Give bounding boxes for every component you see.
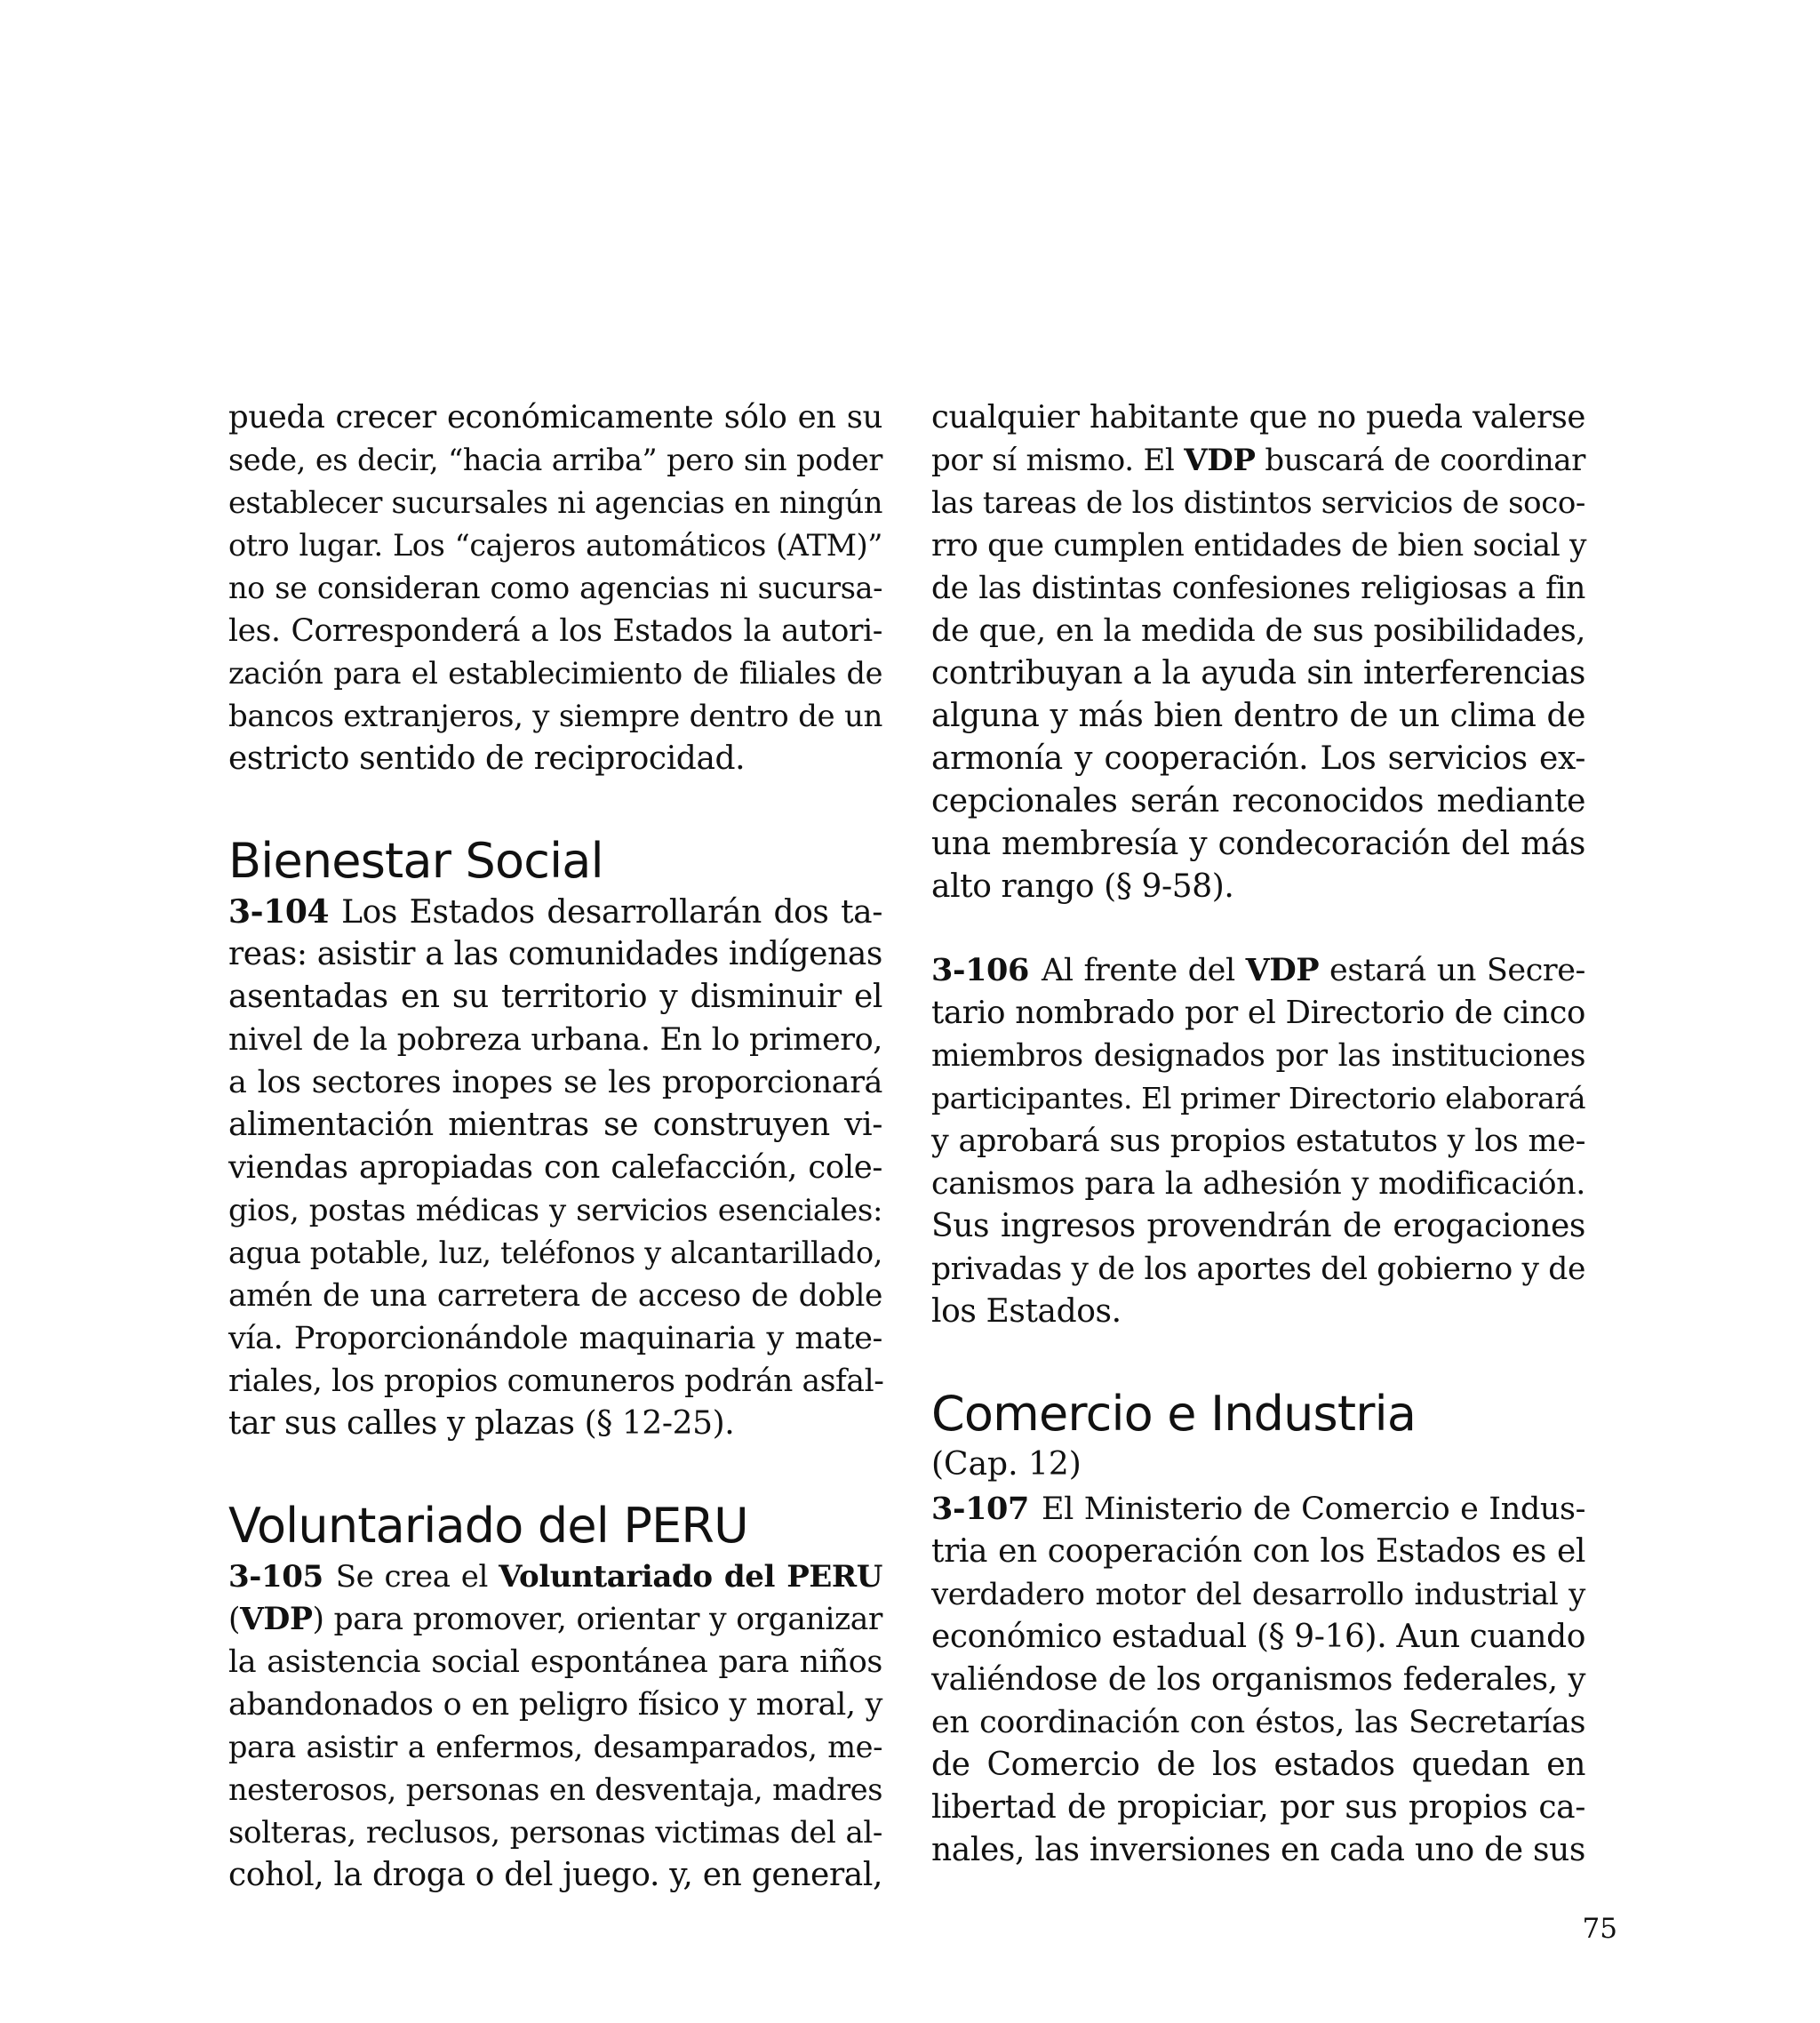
section-bienestar-social xyxy=(228,832,882,1445)
section-heading: Bienestar Social xyxy=(228,833,603,889)
paragraph-line: cepcionales serán reconocidos mediante xyxy=(931,783,1585,820)
paragraph-line: tario nombrado por el Directorio de cinco xyxy=(931,995,1585,1031)
article-first-line xyxy=(228,1555,882,1598)
article-3-106 xyxy=(931,949,1585,1333)
article-text: estará un Secre- xyxy=(1319,953,1585,988)
section-heading: Voluntariado del PERU xyxy=(228,1498,748,1554)
article-text: ) para promover, orientar y organizar xyxy=(312,1602,882,1637)
paragraph-line xyxy=(931,439,1585,482)
paragraph-line: libertad de propiciar, por sus propios ca- xyxy=(931,1789,1585,1826)
article-text: Se crea el xyxy=(335,1559,499,1595)
paragraph-line: gios, postas médicas y servicios esenciales: xyxy=(228,1193,882,1228)
paragraph-line: alimentación mientras se construyen vi- xyxy=(228,1107,882,1143)
paragraph-line xyxy=(228,1598,882,1641)
paragraph-line: nales, las inversiones en cada uno de sus xyxy=(931,1832,1585,1868)
paragraph-line: nesterosos, personas en desventaja, madres xyxy=(228,1772,882,1807)
paragraph-line: canismos para la adhesión y modificación. xyxy=(931,1166,1585,1202)
paren-open: ( xyxy=(228,1602,241,1637)
page-number: 75 xyxy=(1582,1913,1617,1945)
paragraph-line: establecer sucursales ni agencias en ningún xyxy=(228,485,882,520)
paragraph-line: verdadero motor del desarrollo industrial y xyxy=(931,1577,1585,1612)
paragraph-line: sede, es decir, “hacia arriba” pero sin poder xyxy=(228,443,882,477)
paragraph-line: abandonados o en peligro físico y moral, y xyxy=(228,1687,882,1723)
paragraph-line: Sus ingresos provendrán de erogaciones xyxy=(931,1208,1585,1244)
left-column xyxy=(228,396,882,1897)
article-text: Los Estados desarrollarán dos ta- xyxy=(341,894,882,931)
paragraph-line: vía. Proporcionándole maquinaria y mate- xyxy=(228,1321,882,1356)
paragraph-line: de las distintas confesiones religiosas a fin xyxy=(931,571,1585,606)
paragraph-line: tar sus calles y plazas (§ 12-25). xyxy=(228,1405,735,1442)
paragraph-line: en coordinación con éstos, las Secretarías xyxy=(931,1705,1585,1740)
section-heading: Comercio e Industria xyxy=(931,1386,1417,1442)
paragraph-line: otro lugar. Los “cajeros automáticos (ATM)” xyxy=(228,528,882,563)
paragraph-line: una membresía y condecoración del más xyxy=(931,826,1585,862)
paragraph-line: agua potable, luz, teléfonos y alcantarillado, xyxy=(228,1235,882,1270)
paragraph-line: asentadas en su territorio y disminuir el xyxy=(228,979,882,1015)
paragraph-line: económico estadual (§ 9-16). Aun cuando xyxy=(931,1619,1585,1655)
paragraph-line: bancos extranjeros, y siempre dentro de un xyxy=(228,699,882,734)
article-text: por sí mismo. El xyxy=(931,443,1185,478)
article-number: 3-107 xyxy=(931,1491,1029,1527)
paragraph-line: armonía y cooperación. Los servicios ex- xyxy=(931,740,1585,777)
section-subheading: (Cap. 12) xyxy=(931,1446,1082,1483)
article-first-line xyxy=(228,891,882,933)
article-text: Al frente del xyxy=(1041,953,1246,988)
bold-term: VDP xyxy=(1245,952,1320,988)
paragraph-line: viendas apropiadas con calefacción, cole- xyxy=(228,1149,882,1186)
article-number: 3-106 xyxy=(931,952,1029,988)
paragraph-line: de que, en la medida de sus posibilidades, xyxy=(931,613,1585,649)
paragraph-line: zación para el establecimiento de filiales de xyxy=(228,656,882,691)
article-number: 3-104 xyxy=(228,893,330,931)
paragraph-line: y aprobará sus propios estatutos y los me- xyxy=(931,1123,1585,1159)
paragraph-line: cualquier habitante que no pueda valerse xyxy=(931,399,1585,436)
right-column xyxy=(931,396,1585,1872)
bold-term: VDP xyxy=(240,1602,313,1637)
paragraph-line: contribuyan a la ayuda sin interferencias xyxy=(931,655,1585,692)
paragraph-line: a los sectores inopes se les proporcionará xyxy=(228,1065,882,1100)
article-first-line xyxy=(931,949,1585,992)
paragraph-line: rro que cumplen entidades de bien social y xyxy=(931,528,1587,564)
paragraph-line: privadas y de los aportes del gobierno y de xyxy=(931,1251,1585,1287)
section-voluntariado xyxy=(228,1497,882,1897)
paragraph-line: riales, los propios comuneros podrán asfal- xyxy=(228,1363,884,1399)
paragraph-line: reas: asistir a las comunidades indígenas xyxy=(228,936,882,972)
paragraph-line: alto rango (§ 9-58). xyxy=(931,868,1234,905)
paragraph-line: valiéndose de los organismos federales, y xyxy=(931,1661,1585,1698)
paragraph-line: la asistencia social espontánea para niños xyxy=(228,1644,882,1680)
paragraph-line: cohol, la droga o del juego. y, en general, xyxy=(228,1857,882,1893)
paragraph-line: las tareas de los distintos servicios de soco- xyxy=(931,485,1585,521)
paragraph-line: alguna y más bien dentro de un clima de xyxy=(931,698,1585,734)
paragraph-line: no se consideran como agencias ni sucursa- xyxy=(228,571,882,605)
bold-term: VDP xyxy=(1184,443,1256,478)
article-text: El Ministerio de Comercio e Indus- xyxy=(1041,1491,1585,1527)
paragraph-line: amén de una carretera de acceso de doble xyxy=(228,1278,882,1314)
paragraph-line: participantes. El primer Directorio elaborará xyxy=(931,1081,1586,1115)
bold-term: Voluntariado del PERU xyxy=(499,1559,882,1595)
paragraph-line: nivel de la pobreza urbana. En lo primero, xyxy=(228,1022,882,1058)
paragraph-line: para asistir a enfermos, desamparados, me- xyxy=(228,1730,882,1764)
paragraph-line: miembros designados por las instituciones xyxy=(931,1038,1585,1074)
intro-paragraph xyxy=(228,396,882,780)
paragraph-line: los Estados. xyxy=(931,1293,1122,1330)
paragraph-line: estricto sentido de reciprocidad. xyxy=(228,740,746,777)
article-number: 3-105 xyxy=(228,1559,323,1595)
article-first-line xyxy=(931,1488,1585,1531)
paragraph-line: solteras, reclusos, personas victimas del al- xyxy=(228,1815,882,1851)
paragraph-line: tria en cooperación con los Estados es el xyxy=(931,1533,1585,1570)
article-text: buscará de coordinar xyxy=(1255,443,1585,478)
continued-paragraph xyxy=(931,396,1585,908)
paragraph-line: les. Corresponderá a los Estados la autori- xyxy=(228,613,882,649)
section-comercio-industria xyxy=(931,1385,1585,1872)
paragraph-line: de Comercio de los estados quedan en xyxy=(931,1747,1585,1783)
paragraph-line: pueda crecer económicamente sólo en su xyxy=(228,399,882,436)
